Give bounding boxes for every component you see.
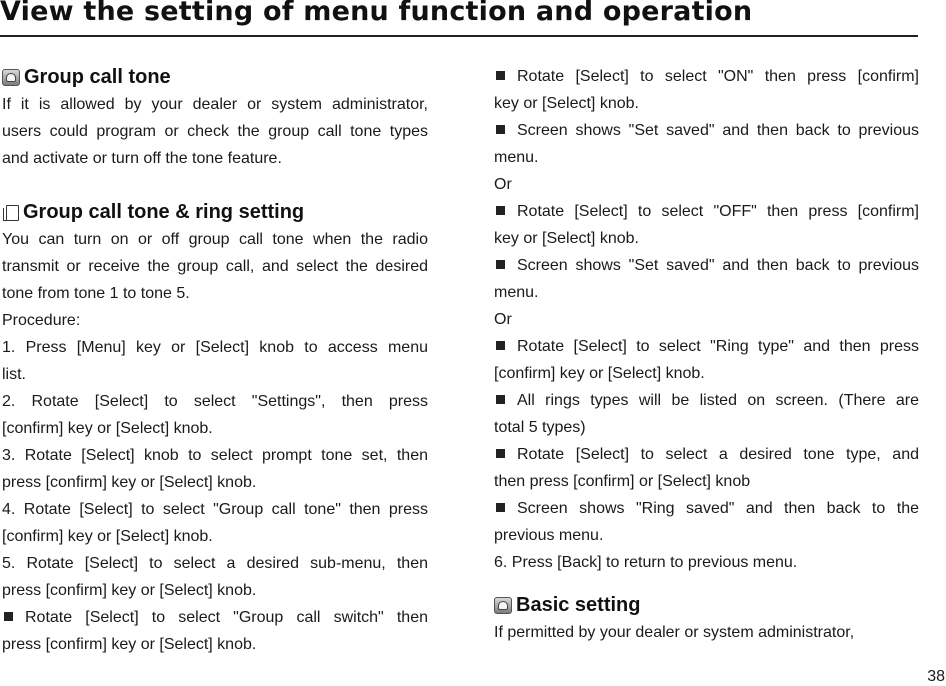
section-heading-text: Group call tone <box>24 66 171 88</box>
text-line: menu. <box>494 284 539 301</box>
text-line: tone from tone 1 to tone 5. <box>2 285 190 302</box>
section-heading-ring-setting <box>2 199 428 226</box>
speaker-icon <box>494 597 512 614</box>
text-line: key or [Select] knob. <box>494 230 639 247</box>
text-line: menu. <box>494 149 539 166</box>
text-line: Or <box>494 311 512 328</box>
text-line: 3. Rotate [Select] knob to select prompt tone set, then <box>2 447 428 464</box>
basic-setting-paragraph <box>494 619 919 646</box>
bullet-line: Screen shows "Ring saved" and then back to the <box>494 495 919 522</box>
text-line: total 5 types) <box>494 419 586 436</box>
section-heading-basic-setting <box>494 592 919 619</box>
group-call-tone-paragraph <box>2 91 428 172</box>
text-line: 2. Rotate [Select] to select "Settings", then press <box>2 393 428 410</box>
bullet-line: Screen shows "Set saved" and then back to previous <box>494 252 919 279</box>
ring-setting-paragraph <box>2 226 428 658</box>
bullet-line: Screen shows "Set saved" and then back to previous <box>494 117 919 144</box>
text-line: [confirm] key or [Select] knob. <box>494 365 705 382</box>
text-line: then press [confirm] or [Select] knob <box>494 473 751 490</box>
left-column <box>2 64 428 658</box>
page-title: View the setting of menu function and operation <box>0 0 753 27</box>
text-line: and activate or turn off the tone feature. <box>2 150 282 167</box>
text-line: transmit or receive the group call, and select the desired <box>2 258 428 275</box>
text-line: press [confirm] key or [Select] knob. <box>2 582 257 599</box>
text-line: Or <box>494 176 512 193</box>
bullet-line: Rotate [Select] to select "Ring type" and then press <box>494 333 919 360</box>
section-heading-text: Basic setting <box>516 594 641 616</box>
text-line: list. <box>2 366 26 383</box>
text-line: 1. Press [Menu] key or [Select] knob to access menu <box>2 339 428 356</box>
section-heading-text: Group call tone & ring setting <box>23 201 305 223</box>
right-steps-paragraph <box>494 63 919 576</box>
text-line: press [confirm] key or [Select] knob. <box>2 474 257 491</box>
bullet-line: Rotate [Select] to select "ON" then press [confirm] <box>494 63 919 90</box>
text-line: If permitted by your dealer or system administrator, <box>494 624 855 641</box>
text-line: If it is allowed by your dealer or system administrator, <box>2 96 428 113</box>
text-line: 4. Rotate [Select] to select "Group call tone" then press <box>2 501 428 518</box>
text-line: Procedure: <box>2 312 81 329</box>
document-icon <box>6 205 19 221</box>
text-line: 6. Press [Back] to return to previous menu. <box>494 554 798 571</box>
title-divider <box>0 35 918 37</box>
text-line: users could program or check the group call tone types <box>2 123 428 140</box>
text-line: key or [Select] knob. <box>494 95 639 112</box>
text-line: previous menu. <box>494 527 604 544</box>
section-heading-group-call-tone <box>2 64 428 91</box>
bullet-line: All rings types will be listed on screen. (There are <box>494 387 919 414</box>
text-line: You can turn on or off group call tone when the radio <box>2 231 428 248</box>
right-column <box>494 63 919 646</box>
text-line: [confirm] key or [Select] knob. <box>2 420 213 437</box>
speaker-icon <box>2 69 20 86</box>
page-number: 38 <box>927 668 945 685</box>
text-line: 5. Rotate [Select] to select a desired sub-menu, then <box>2 555 428 572</box>
bullet-line: Rotate [Select] to select a desired tone type, and <box>494 441 919 468</box>
bullet-line: Rotate [Select] to select "OFF" then press [confirm] <box>494 198 919 225</box>
text-line: [confirm] key or [Select] knob. <box>2 528 213 545</box>
text-line: press [confirm] key or [Select] knob. <box>2 636 257 653</box>
bullet-line: Rotate [Select] to select "Group call switch" then <box>2 604 428 631</box>
